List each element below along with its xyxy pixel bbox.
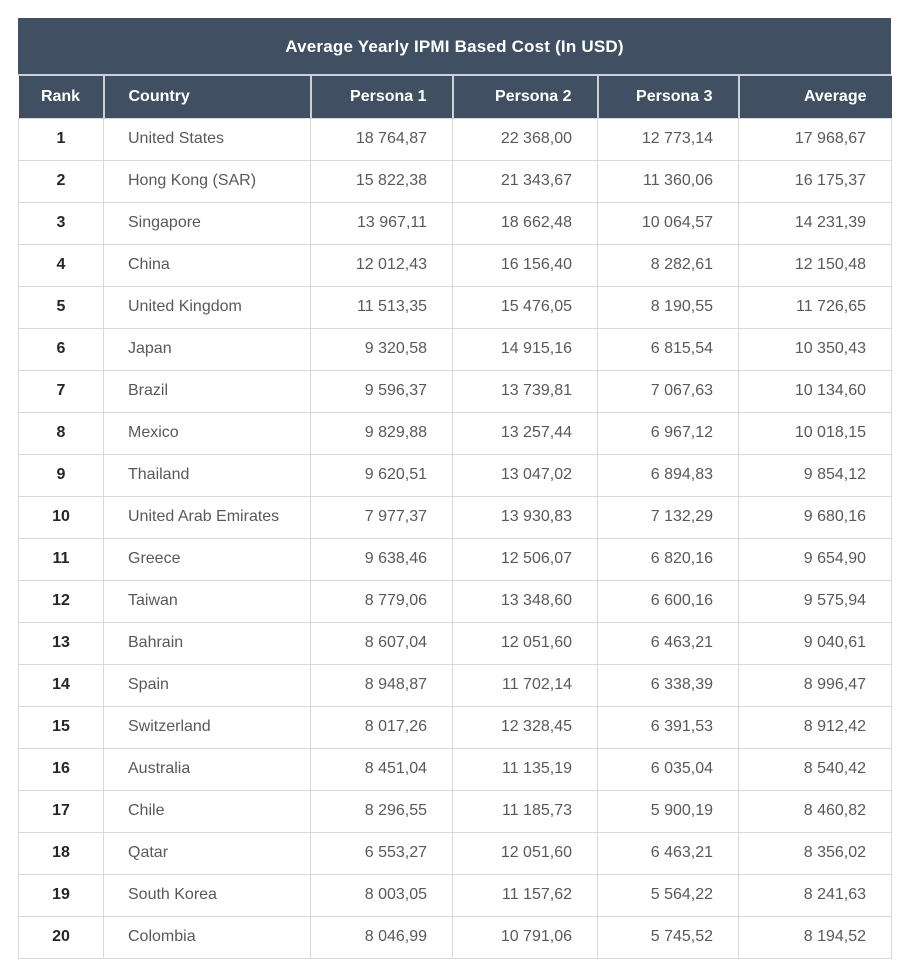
- persona2-cell: 12 328,45: [453, 706, 598, 748]
- country-cell: United Arab Emirates: [104, 496, 311, 538]
- persona3-cell: 6 815,54: [598, 328, 739, 370]
- table-row: [19, 370, 892, 412]
- table-row: [19, 244, 892, 286]
- persona2-cell: 16 156,40: [453, 244, 598, 286]
- table-row: [19, 622, 892, 664]
- persona1-cell: 8 779,06: [311, 580, 453, 622]
- persona3-cell: 5 745,52: [598, 916, 739, 958]
- average-cell: 8 996,47: [739, 664, 892, 706]
- persona1-cell: 11 513,35: [311, 286, 453, 328]
- rank-cell: 12: [19, 580, 104, 622]
- column-header-country: Country: [104, 76, 311, 118]
- rank-cell: 15: [19, 706, 104, 748]
- persona1-cell: 13 967,11: [311, 202, 453, 244]
- average-cell: 8 912,42: [739, 706, 892, 748]
- persona3-cell: 8 190,55: [598, 286, 739, 328]
- table-row: [19, 328, 892, 370]
- country-cell: Greece: [104, 538, 311, 580]
- persona3-cell: 7 132,29: [598, 496, 739, 538]
- data-table: [18, 76, 892, 959]
- average-cell: 8 540,42: [739, 748, 892, 790]
- persona2-cell: 14 915,16: [453, 328, 598, 370]
- country-cell: Japan: [104, 328, 311, 370]
- average-cell: 16 175,37: [739, 160, 892, 202]
- persona2-cell: 22 368,00: [453, 118, 598, 160]
- persona3-cell: 10 064,57: [598, 202, 739, 244]
- persona1-cell: 7 977,37: [311, 496, 453, 538]
- persona2-cell: 13 930,83: [453, 496, 598, 538]
- table-row: [19, 454, 892, 496]
- table-row: [19, 580, 892, 622]
- average-cell: 14 231,39: [739, 202, 892, 244]
- rank-cell: 17: [19, 790, 104, 832]
- country-cell: Brazil: [104, 370, 311, 412]
- table-row: [19, 748, 892, 790]
- header-row: [19, 76, 892, 118]
- country-cell: Taiwan: [104, 580, 311, 622]
- persona3-cell: 6 463,21: [598, 832, 739, 874]
- average-cell: 12 150,48: [739, 244, 892, 286]
- country-cell: South Korea: [104, 874, 311, 916]
- column-header-rank: Rank: [19, 76, 104, 118]
- table-row: [19, 496, 892, 538]
- average-cell: 8 194,52: [739, 916, 892, 958]
- persona2-cell: 10 791,06: [453, 916, 598, 958]
- rank-cell: 14: [19, 664, 104, 706]
- persona2-cell: 11 157,62: [453, 874, 598, 916]
- persona1-cell: 9 620,51: [311, 454, 453, 496]
- persona3-cell: 6 600,16: [598, 580, 739, 622]
- country-cell: Singapore: [104, 202, 311, 244]
- persona2-cell: 11 185,73: [453, 790, 598, 832]
- country-cell: Australia: [104, 748, 311, 790]
- country-cell: Chile: [104, 790, 311, 832]
- persona2-cell: 12 506,07: [453, 538, 598, 580]
- rank-cell: 6: [19, 328, 104, 370]
- average-cell: 9 040,61: [739, 622, 892, 664]
- persona1-cell: 8 607,04: [311, 622, 453, 664]
- country-cell: Mexico: [104, 412, 311, 454]
- persona3-cell: 6 967,12: [598, 412, 739, 454]
- persona2-cell: 13 348,60: [453, 580, 598, 622]
- column-header-persona1: Persona 1: [311, 76, 453, 118]
- persona2-cell: 13 739,81: [453, 370, 598, 412]
- rank-cell: 5: [19, 286, 104, 328]
- persona1-cell: 18 764,87: [311, 118, 453, 160]
- persona1-cell: 8 003,05: [311, 874, 453, 916]
- persona1-cell: 8 948,87: [311, 664, 453, 706]
- persona1-cell: 15 822,38: [311, 160, 453, 202]
- country-cell: Thailand: [104, 454, 311, 496]
- average-cell: 8 241,63: [739, 874, 892, 916]
- country-cell: Bahrain: [104, 622, 311, 664]
- persona3-cell: 7 067,63: [598, 370, 739, 412]
- persona1-cell: 12 012,43: [311, 244, 453, 286]
- average-cell: 9 680,16: [739, 496, 892, 538]
- persona3-cell: 6 035,04: [598, 748, 739, 790]
- persona1-cell: 9 320,58: [311, 328, 453, 370]
- rank-cell: 20: [19, 916, 104, 958]
- average-cell: 11 726,65: [739, 286, 892, 328]
- persona1-cell: 9 596,37: [311, 370, 453, 412]
- rank-cell: 3: [19, 202, 104, 244]
- rank-cell: 13: [19, 622, 104, 664]
- rank-cell: 11: [19, 538, 104, 580]
- average-cell: 10 018,15: [739, 412, 892, 454]
- persona1-cell: 6 553,27: [311, 832, 453, 874]
- rank-cell: 7: [19, 370, 104, 412]
- column-header-persona2: Persona 2: [453, 76, 598, 118]
- country-cell: Qatar: [104, 832, 311, 874]
- rank-cell: 9: [19, 454, 104, 496]
- persona2-cell: 11 135,19: [453, 748, 598, 790]
- country-cell: United States: [104, 118, 311, 160]
- ipmi-cost-table: [18, 18, 891, 959]
- persona3-cell: 6 820,16: [598, 538, 739, 580]
- average-cell: 9 575,94: [739, 580, 892, 622]
- persona1-cell: 8 296,55: [311, 790, 453, 832]
- rank-cell: 10: [19, 496, 104, 538]
- persona1-cell: 9 638,46: [311, 538, 453, 580]
- persona1-cell: 8 017,26: [311, 706, 453, 748]
- column-header-persona3: Persona 3: [598, 76, 739, 118]
- table-row: [19, 916, 892, 958]
- persona1-cell: 9 829,88: [311, 412, 453, 454]
- persona2-cell: 21 343,67: [453, 160, 598, 202]
- table-row: [19, 874, 892, 916]
- rank-cell: 18: [19, 832, 104, 874]
- table-row: [19, 664, 892, 706]
- persona1-cell: 8 451,04: [311, 748, 453, 790]
- country-cell: Hong Kong (SAR): [104, 160, 311, 202]
- table-title: Average Yearly IPMI Based Cost (In USD): [18, 18, 891, 76]
- persona2-cell: 15 476,05: [453, 286, 598, 328]
- persona3-cell: 5 564,22: [598, 874, 739, 916]
- persona3-cell: 6 391,53: [598, 706, 739, 748]
- table-row: [19, 160, 892, 202]
- persona3-cell: 5 900,19: [598, 790, 739, 832]
- table-row: [19, 412, 892, 454]
- table-row: [19, 118, 892, 160]
- country-cell: Colombia: [104, 916, 311, 958]
- rank-cell: 1: [19, 118, 104, 160]
- country-cell: Spain: [104, 664, 311, 706]
- rank-cell: 2: [19, 160, 104, 202]
- average-cell: 8 356,02: [739, 832, 892, 874]
- table-row: [19, 832, 892, 874]
- average-cell: 10 134,60: [739, 370, 892, 412]
- average-cell: 9 854,12: [739, 454, 892, 496]
- persona2-cell: 18 662,48: [453, 202, 598, 244]
- persona3-cell: 6 894,83: [598, 454, 739, 496]
- persona1-cell: 8 046,99: [311, 916, 453, 958]
- average-cell: 17 968,67: [739, 118, 892, 160]
- table-row: [19, 706, 892, 748]
- persona3-cell: 6 463,21: [598, 622, 739, 664]
- persona2-cell: 11 702,14: [453, 664, 598, 706]
- country-cell: United Kingdom: [104, 286, 311, 328]
- table-row: [19, 790, 892, 832]
- rank-cell: 4: [19, 244, 104, 286]
- country-cell: Switzerland: [104, 706, 311, 748]
- rank-cell: 16: [19, 748, 104, 790]
- table-body: [19, 118, 892, 958]
- persona3-cell: 11 360,06: [598, 160, 739, 202]
- persona2-cell: 13 047,02: [453, 454, 598, 496]
- persona2-cell: 12 051,60: [453, 622, 598, 664]
- table-row: [19, 538, 892, 580]
- persona2-cell: 12 051,60: [453, 832, 598, 874]
- average-cell: 10 350,43: [739, 328, 892, 370]
- persona3-cell: 12 773,14: [598, 118, 739, 160]
- rank-cell: 19: [19, 874, 104, 916]
- average-cell: 8 460,82: [739, 790, 892, 832]
- table-row: [19, 202, 892, 244]
- persona3-cell: 6 338,39: [598, 664, 739, 706]
- rank-cell: 8: [19, 412, 104, 454]
- country-cell: China: [104, 244, 311, 286]
- table-header: [19, 76, 892, 118]
- table-row: [19, 286, 892, 328]
- average-cell: 9 654,90: [739, 538, 892, 580]
- persona2-cell: 13 257,44: [453, 412, 598, 454]
- column-header-average: Average: [739, 76, 892, 118]
- persona3-cell: 8 282,61: [598, 244, 739, 286]
